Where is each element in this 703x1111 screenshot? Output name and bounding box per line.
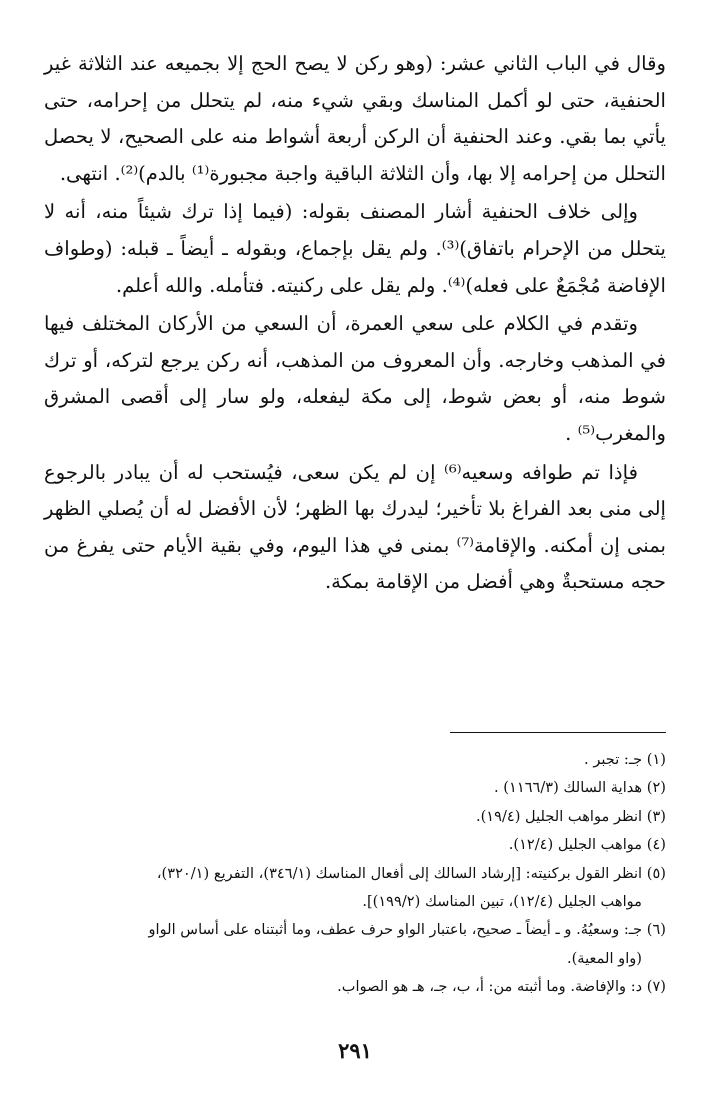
footnote-text: (٥) انظر القول بركنيته: [إرشاد السالك إلى أفعال المناسك (٣٤٦/١)، التفريع (٣٢٠/١)، <box>156 864 666 882</box>
body-paragraph-1: وقال في الباب الثاني عشر: (وهو ركن لا يصح الحج إلا بجميعه عند الثلاثة غير الحنفية، حتى لو أكمل المناسك وبقي شيء منه، لم يتحلل من إحرامه، حتى يأتي بما بقي. وعند الحنفية أن الركن أربعة أشواط منه على الصحيح، لا يحصل التحلل من إحرامه إلا بها، وأن الثلاثة الباقية واجبة مجبورة⁽¹⁾ بالدم)⁽²⁾. انتهى. <box>44 52 666 185</box>
body-paragraph-2: وإلى خلاف الحنفية أشار المصنف بقوله: (فيما إذا ترك شيئاً منه، أنه لا يتحلل من الإحرام باتفاق)⁽³⁾. ولم يقل بإجماع، وبقوله ـ أيضاً ـ قبله: (وطواف الإفاضة مُجْمَعٌ على فعله)⁽⁴⁾. ولم يقل على ركنيته. فتأمله. والله أعلم. <box>44 200 667 297</box>
footnote-text: (٢) هداية السالك (١١٦٦/٣) . <box>494 779 666 797</box>
footnote-text: (٤) مواهب الجليل (١٢/٤). <box>508 836 666 854</box>
footnote-text: (٦) جـ: وسعيُهُ. و ـ أيضاً ـ صحيح، باعتبار الواو حرف عطف، وما أثبتناه على أساس الواو <box>148 921 666 939</box>
page-number: ٢٩١ <box>338 1038 372 1063</box>
footnote-6 <box>44 916 666 973</box>
footnote-4 <box>44 831 666 859</box>
footnote-3 <box>44 803 666 831</box>
footnote-separator <box>450 732 666 733</box>
footnote-2 <box>44 774 666 802</box>
footnote-1 <box>44 746 666 774</box>
footnote-5 <box>44 860 666 917</box>
body-paragraph-4: فإذا تم طوافه وسعيه⁽⁶⁾ إن لم يكن سعى، فيُستحب له أن يبادر بالرجوع إلى منى بعد الفراغ بلا تأخير؛ ليدرك بها الظهر؛ لأن الأفضل له أن يُصلي الظهر بمنى إن أمكنه. والإقامة⁽⁷⁾ بمنى في هذا اليوم، وفي بقية الأيام حتى يفرغ من حجه مستحبةٌ وهي أفضل من الإقامة بمكة. <box>44 460 666 594</box>
footnotes-list <box>44 746 666 1002</box>
footnote-text: (١) جـ: تجبر . <box>584 751 666 768</box>
body-paragraph-3: وتقدم في الكلام على سعي العمرة، أن السعي من الأركان المختلف فيها في المذهب وخارجه. وأن المعروف من المذهب، أنه ركن يرجع لتركه، أو ترك شوط منه، أو بعض شوط، إلى مكة ليفعله، ولو سار إلى أقصى المشرق والمغرب⁽⁵⁾ . <box>44 312 666 445</box>
footnote-continuation: مواهب الجليل (١٢/٤)، تبين المناسك (١٩٩/٢)]. <box>362 893 642 911</box>
footnote-7 <box>44 973 666 1001</box>
footnote-continuation: (واو المعية). <box>566 949 642 967</box>
footnote-text: (٧) د: والإفاضة. وما أثبته من: أ، ب، جـ، هـ هو الصواب. <box>337 978 666 996</box>
book-page <box>44 46 666 1086</box>
footnote-text: (٣) انظر مواهب الجليل (١٩/٤). <box>475 807 666 825</box>
